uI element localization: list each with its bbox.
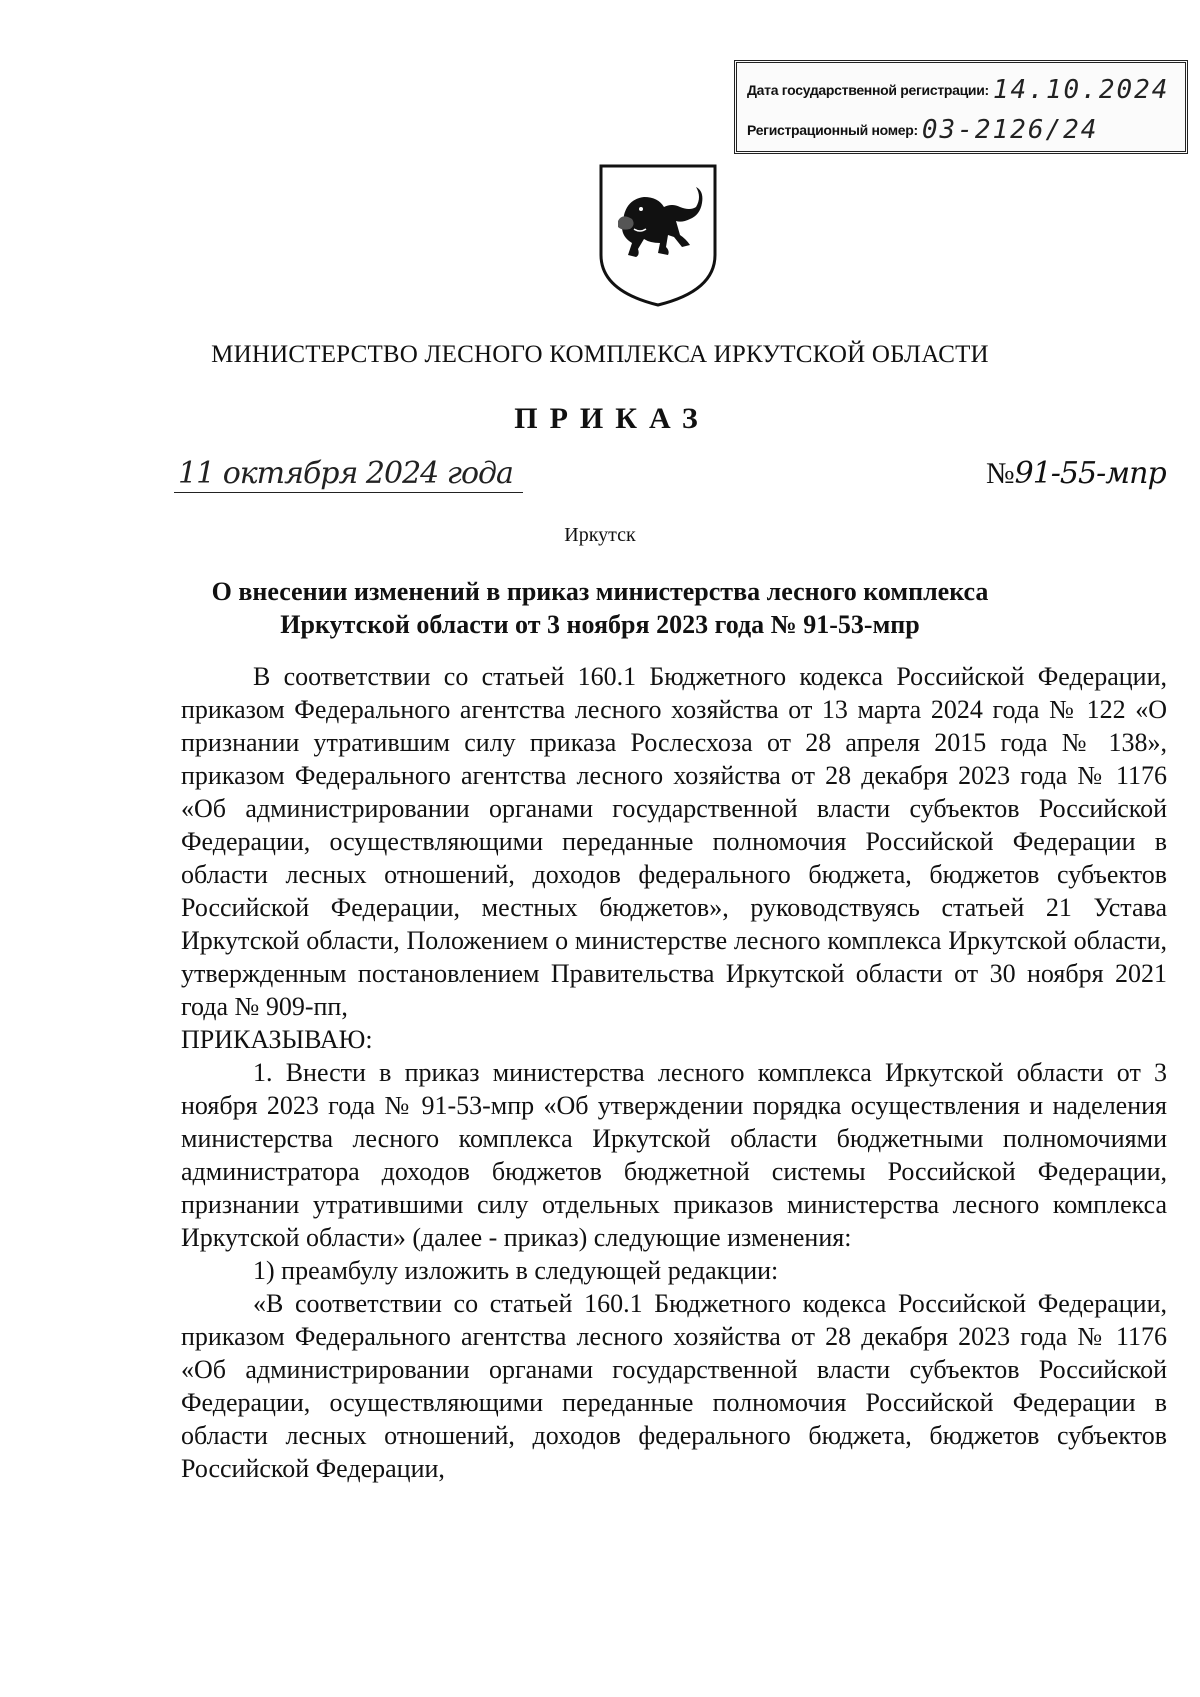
preamble-paragraph: В соответствии со статьей 160.1 Бюджетного кодекса Российской Федерации, приказом Федерального агентства лесного хозяйства от 13 марта 2024 года № 122 «О признании утратившим силу приказа Рослесхоза от 28 апреля 2015 года № 138», приказом Федерального агентства лесного хозяйства от 28 декабря 2023 года № 1176 «Об администрировании органами государственной власти субъектов Российской Федерации, осуществляющими переданные полномочия Российской Федерации в области лесных отношений, доходов федерального бюджета, бюджетов субъектов Российской Федерации, местных бюджетов», руководствуясь статьей 21 Устава Иркутской области, Положением о министерстве лесного комплекса Иркутской области, утвержденным постановлением Правительства Иркутской области от 30 ноября 2021 года № 909-пп,	[181, 662, 1167, 1021]
registration-stamp	[734, 60, 1188, 154]
handwritten-date: 11 октября 2024 года	[178, 456, 513, 491]
irkutsk-coat-of-arms-icon	[598, 163, 718, 309]
city-name: Иркутск	[564, 524, 636, 546]
stamp-number-value: 03-2126/24	[921, 115, 1099, 145]
document-title	[160, 575, 1040, 641]
item-1-paragraph: 1. Внести в приказ министерства лесного комплекса Иркутской области от 3 ноября 2023 года № 91-53-мпр «Об утверждении порядка осуществления и наделения министерства лесного комплекса Иркутской области бюджетными полномочиями администратора доходов бюджетов бюджетной системы Российской Федерации, признании утратившими силу отдельных приказов министерства лесного комплекса Иркутской области» (далее - приказ) следующие изменения:	[181, 1058, 1167, 1252]
stamp-date-value: 14.10.2024	[992, 75, 1170, 105]
stamp-number-label: Регистрационный номер:	[747, 122, 918, 138]
stamp-date-row	[747, 75, 1169, 105]
ministry-name: МИНИСТЕРСТВО ЛЕСНОГО КОМПЛЕКСА ИРКУТСКОЙ ОБЛАСТИ	[211, 341, 989, 368]
quoted-preamble-paragraph: «В соответствии со статьей 160.1 Бюджетного кодекса Российской Федерации, приказом Федерального агентства лесного хозяйства от 28 декабря 2023 года № 1176 «Об администрировании органами государственной власти субъектов Российской Федерации, осуществляющими переданные полномочия Российской Федерации в области лесных отношений, доходов федерального бюджета, бюджетов субъектов Российской Федерации,	[181, 1289, 1167, 1483]
number-sign: №	[986, 457, 1015, 490]
subitem-1-paragraph: 1) преамбулу изложить в следующей редакции:	[253, 1256, 779, 1285]
document-type-title: ПРИКАЗ	[514, 402, 710, 435]
title-line-1: О внесении изменений в приказ министерства лесного комплекса	[211, 577, 989, 606]
title-line-2: Иркутской области от 3 ноября 2023 года № 91-53-мпр	[280, 610, 920, 639]
order-word: ПРИКАЗЫВАЮ:	[181, 1025, 373, 1054]
stamp-number-row	[747, 115, 1098, 145]
handwritten-number: 91-55-мпр	[1014, 456, 1166, 491]
document-body	[181, 660, 1167, 1485]
document-number	[986, 456, 1166, 491]
stamp-date-label: Дата государственной регистрации:	[747, 82, 989, 98]
